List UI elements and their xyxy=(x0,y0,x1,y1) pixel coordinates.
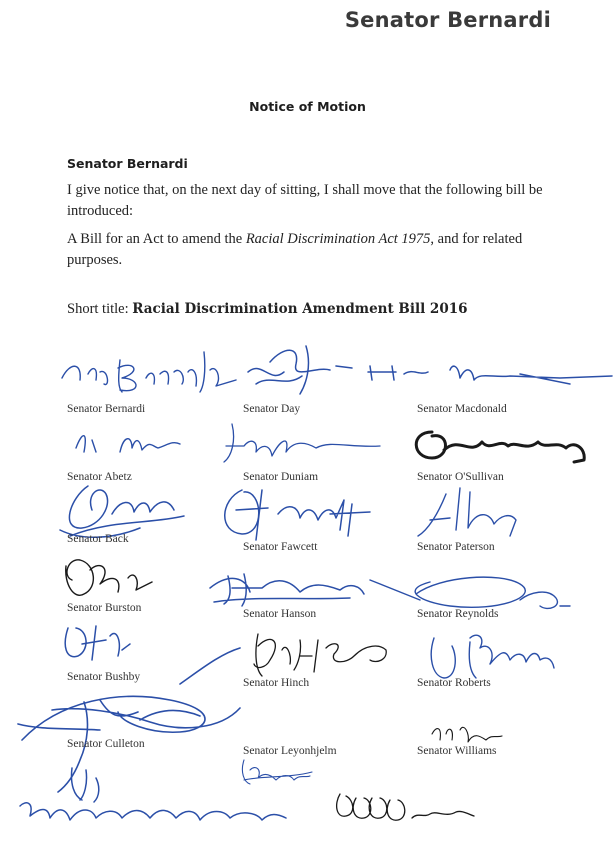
short-title-value: Racial Discrimination Amendment Bill 2016 xyxy=(132,301,468,317)
signatory-caption: Senator Macdonald xyxy=(417,403,507,415)
notice-title: Notice of Motion xyxy=(249,99,366,114)
short-title-label: Short title: xyxy=(67,301,133,317)
notice-paragraph: I give notice that, on the next day of sitting, I shall move that the following bill be introduced: xyxy=(67,182,543,219)
act-name: Racial Discrimination Act 1975 xyxy=(245,231,431,247)
signatory-caption: Senator Williams xyxy=(417,745,497,757)
signatory-caption: Senator Leyonhjelm xyxy=(243,745,337,757)
signatory-caption: Senator Hinch xyxy=(243,677,310,689)
signatory-caption: Senator Back xyxy=(67,533,129,545)
signatory-caption: Senator Paterson xyxy=(417,541,495,553)
signatory-caption: Senator Reynolds xyxy=(417,608,499,620)
signatory-caption: Senator Burston xyxy=(67,602,142,614)
bill-description-suffix: , and for related purposes. xyxy=(67,231,523,268)
signatory-caption: Senator Duniam xyxy=(243,471,319,483)
signatory-caption: Senator Bushby xyxy=(67,671,141,683)
bill-description-prefix: A Bill for an Act to amend the xyxy=(67,231,246,247)
signatory-caption: Senator Abetz xyxy=(67,471,132,483)
mover-heading: Senator Bernardi xyxy=(67,156,188,171)
signatory-caption: Senator Day xyxy=(243,403,301,415)
signatory-caption: Senator Hanson xyxy=(243,608,317,620)
signatory-caption: Senator Bernardi xyxy=(67,403,146,415)
signatory-caption: Senator Culleton xyxy=(67,738,145,750)
signatory-caption: Senator Roberts xyxy=(417,677,491,689)
signatory-caption: Senator O'Sullivan xyxy=(417,471,504,483)
signatory-caption: Senator Fawcett xyxy=(243,541,318,553)
document-header: Senator Bernardi xyxy=(344,8,551,32)
